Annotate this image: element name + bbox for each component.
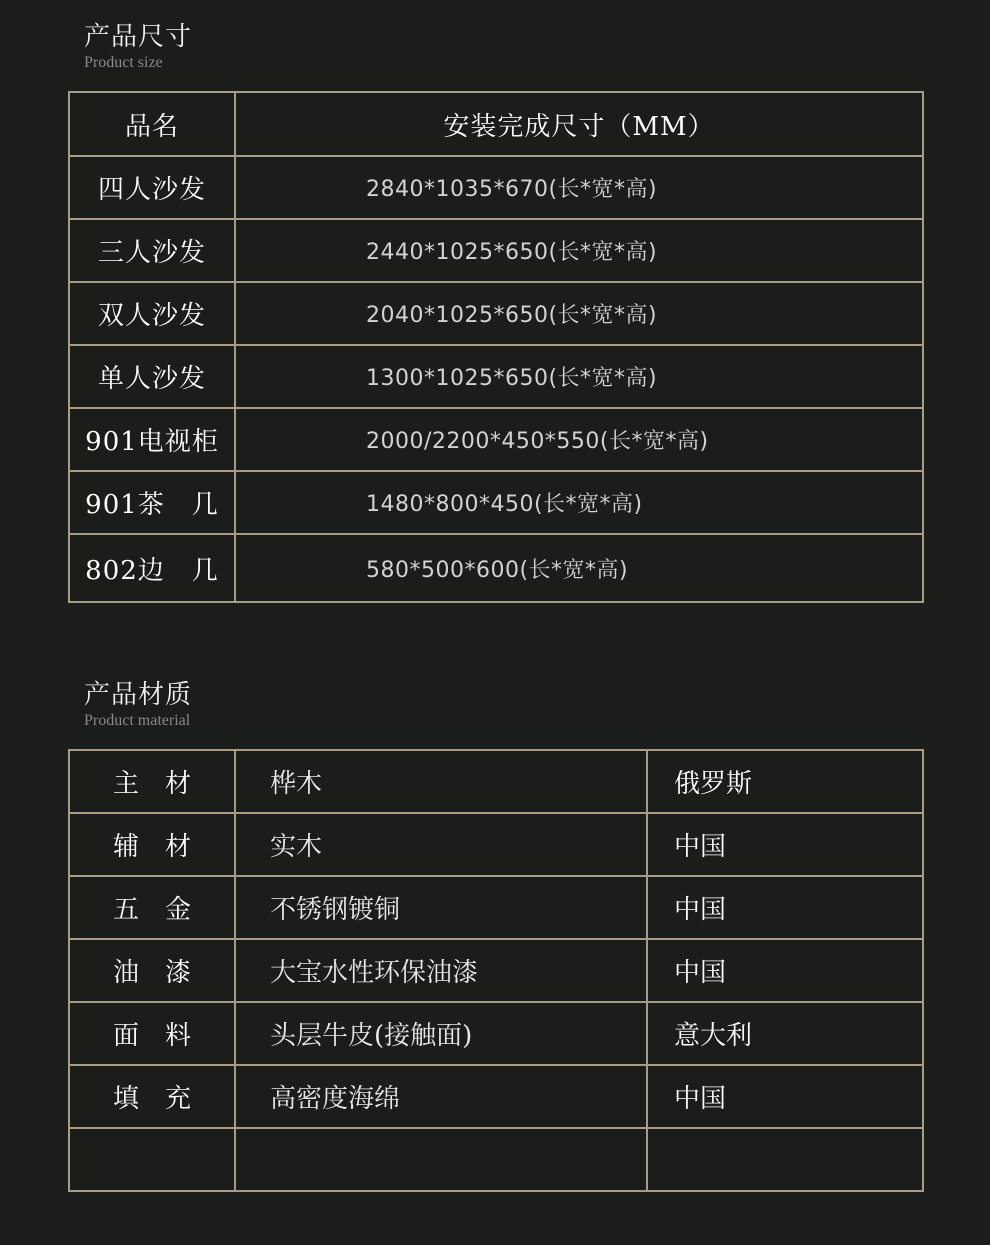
material-label-cell: [69, 1128, 235, 1191]
label-char: 面: [112, 1021, 139, 1051]
product-name-cell: 四人沙发: [69, 156, 235, 219]
product-name-cell: 三人沙发: [69, 219, 235, 282]
table-row: [69, 750, 923, 813]
table-row: [69, 345, 923, 408]
size-table: [68, 91, 924, 603]
origin-cell: [647, 1128, 923, 1191]
table-row: [69, 1002, 923, 1065]
origin-cell: 意大利: [647, 1002, 923, 1065]
material-title-en: Product material: [84, 712, 191, 729]
label-char: 金: [165, 895, 192, 925]
table-row: [69, 471, 923, 534]
table-row: [69, 219, 923, 282]
size-section-title: [84, 22, 192, 72]
size-title-en: Product size: [84, 54, 163, 71]
table-row: [69, 534, 923, 602]
label-char: 辅: [112, 832, 139, 862]
product-name-cell: 901电视柜: [69, 408, 235, 471]
label-char: 材: [165, 769, 192, 799]
material-label-cell: [69, 1002, 235, 1065]
label-char: 油: [112, 958, 139, 988]
table-row: [69, 813, 923, 876]
table-row: [69, 1065, 923, 1128]
material-table: [68, 749, 924, 1192]
label-char: 充: [165, 1084, 192, 1114]
product-dims-cell: 2000/2200*450*550(长*宽*高): [235, 408, 923, 471]
product-name-cell: 802边 几: [69, 534, 235, 602]
label-char: 五: [112, 895, 139, 925]
material-value-cell: 高密度海绵: [235, 1065, 647, 1128]
header-dims-cell: 安装完成尺寸（MM）: [235, 92, 923, 156]
table-row: [69, 408, 923, 471]
label-char: 填: [112, 1084, 139, 1114]
product-name-cell: 双人沙发: [69, 282, 235, 345]
material-value-cell: 头层牛皮(接触面): [235, 1002, 647, 1065]
material-section-title: [84, 680, 192, 730]
material-title-zh: 产品材质: [84, 680, 193, 710]
material-label-cell: [69, 939, 235, 1002]
material-label-cell: [69, 1065, 235, 1128]
table-row: [69, 282, 923, 345]
material-value-cell: 大宝水性环保油漆: [235, 939, 647, 1002]
product-dims-cell: 1300*1025*650(长*宽*高): [235, 345, 923, 408]
label-char: 漆: [165, 958, 192, 988]
label-char: 料: [165, 1021, 192, 1051]
material-value-cell: 不锈钢镀铜: [235, 876, 647, 939]
product-dims-cell: 1480*800*450(长*宽*高): [235, 471, 923, 534]
material-value-cell: [235, 1128, 647, 1191]
size-title-zh: 产品尺寸: [84, 22, 193, 52]
table-row: [69, 939, 923, 1002]
product-name-cell: 单人沙发: [69, 345, 235, 408]
origin-cell: 中国: [647, 939, 923, 1002]
origin-cell: 中国: [647, 876, 923, 939]
material-label-cell: [69, 750, 235, 813]
material-label-cell: [69, 813, 235, 876]
table-row: [69, 156, 923, 219]
product-name-cell: 901茶 几: [69, 471, 235, 534]
size-table-header: [69, 92, 923, 156]
origin-cell: 中国: [647, 1065, 923, 1128]
origin-cell: 俄罗斯: [647, 750, 923, 813]
label-char: 主: [112, 769, 139, 799]
origin-cell: 中国: [647, 813, 923, 876]
label-char: 材: [165, 832, 192, 862]
material-label-cell: [69, 876, 235, 939]
product-dims-cell: 580*500*600(长*宽*高): [235, 534, 923, 602]
header-name-cell: 品名: [69, 92, 235, 156]
material-value-cell: 桦木: [235, 750, 647, 813]
product-dims-cell: 2840*1035*670(长*宽*高): [235, 156, 923, 219]
table-row: [69, 876, 923, 939]
product-dims-cell: 2440*1025*650(长*宽*高): [235, 219, 923, 282]
table-row-empty: [69, 1128, 923, 1191]
material-value-cell: 实木: [235, 813, 647, 876]
product-dims-cell: 2040*1025*650(长*宽*高): [235, 282, 923, 345]
